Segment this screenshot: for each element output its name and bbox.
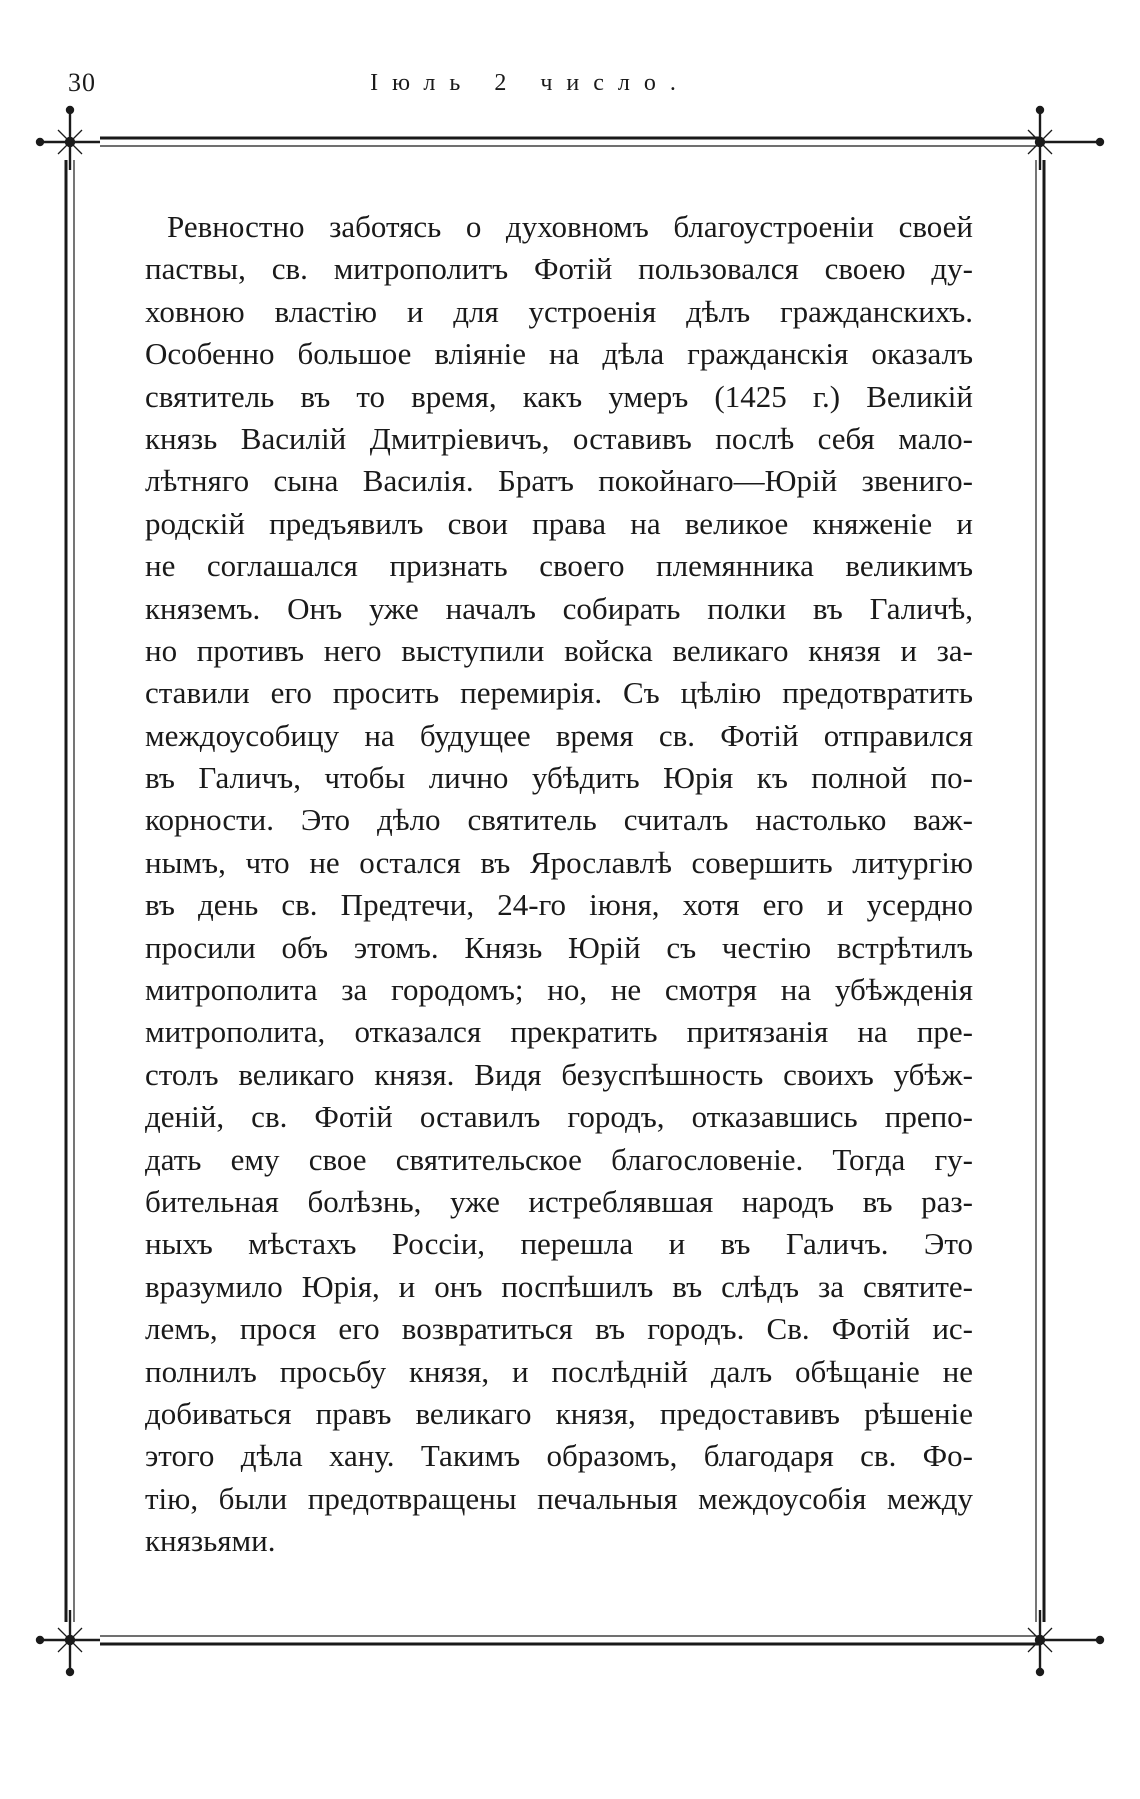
text-line: ныхъ мѣстахъ Россiи, перешла и въ Галичъ. Это xyxy=(145,1226,973,1262)
corner-ornament-top-right xyxy=(1028,107,1103,170)
text-line: паствы, св. митрополитъ Фотiй пользовался своею ду- xyxy=(145,251,973,287)
text-line: въ Галичъ, чтобы лично убѣдить Юрiя къ полной по- xyxy=(145,760,973,796)
text-line: ставили его просить перемирiя. Съ цѣлiю предотвратить xyxy=(145,675,973,711)
text-line: этого дѣла хану. Такимъ образомъ, благодаря св. Фо- xyxy=(145,1438,973,1474)
corner-ornament-bottom-left xyxy=(37,1610,100,1675)
text-line: денiй, св. Фотiй оставилъ городъ, отказавшись препо- xyxy=(145,1099,973,1135)
text-line: князь Василiй Дмитрiевичъ, оставивъ послѣ себя мало- xyxy=(145,420,973,456)
text-line: лемъ, прося его возвратиться въ городъ. Св. Фотiй ис- xyxy=(145,1311,973,1347)
page-number: 30 xyxy=(68,68,96,97)
text-line: родскiй предъявилъ свои права на великое княженiе и xyxy=(145,505,973,541)
text-line: столъ великаго князя. Видя безуспѣшность своихъ убѣж- xyxy=(145,1056,973,1092)
text-line: ховною властiю и для устроенiя дѣлъ гражданскихъ. xyxy=(145,293,973,329)
text-line: Особенно большое влiянiе на дѣла гражданскiя оказалъ xyxy=(145,336,973,372)
text-line: нымъ, что не остался въ Ярославлѣ совершить литургiю xyxy=(145,844,973,880)
corner-ornament-top-left xyxy=(37,107,100,170)
text-line: митрополита за городомъ; но, не смотря на убѣжденiя xyxy=(145,972,973,1008)
corner-ornament-bottom-right xyxy=(1028,1610,1103,1675)
text-line: добиваться правъ великаго князя, предоставивъ рѣшенiе xyxy=(145,1395,973,1431)
text-line: въ день св. Предтечи, 24-го iюня, хотя его и усердно xyxy=(145,887,973,923)
text-line: просили объ этомъ. Князь Юрiй съ честiю встрѣтилъ xyxy=(145,929,973,965)
text-line: святитель въ то время, какъ умеръ (1425 г.) Великiй xyxy=(145,378,973,414)
running-title: Iюль 2 число. xyxy=(370,70,690,96)
text-line: полнилъ просьбу князя, и послѣднiй далъ обѣщанiе не xyxy=(145,1353,973,1389)
text-line: тiю, были предотвращены печальныя междоусобiя между xyxy=(145,1480,973,1516)
text-line: не соглашался признать своего племянника великимъ xyxy=(145,548,973,584)
body-text xyxy=(145,206,973,1563)
text-line: бительная болѣзнь, уже истреблявшая народъ въ раз- xyxy=(145,1183,973,1219)
text-line: Ревностно заботясь о духовномъ благоустроенiи своей xyxy=(167,209,973,244)
text-line: дать ему свое святительское благословенiе. Тогда гу- xyxy=(145,1141,973,1177)
text-line: князьями. xyxy=(145,1523,276,1559)
text-line: корности. Это дѣло святитель считалъ настолько важ- xyxy=(145,802,973,838)
text-line: митрополита, отказался прекратить притязанiя на пре- xyxy=(145,1014,973,1050)
text-line: лѣтняго сына Василiя. Братъ покойнаго—Юрiй звениго- xyxy=(145,463,973,499)
page-header xyxy=(0,68,1140,108)
text-line: вразумило Юрiя, и онъ поспѣшилъ въ слѣдъ за святите- xyxy=(145,1268,973,1304)
text-line: но противъ него выступили войска великаго князя и за- xyxy=(145,632,973,668)
text-line: княземъ. Онъ уже началъ собирать полки въ Галичѣ, xyxy=(145,590,973,626)
text-line: междоусобицу на будущее время св. Фотiй отправился xyxy=(145,717,973,753)
